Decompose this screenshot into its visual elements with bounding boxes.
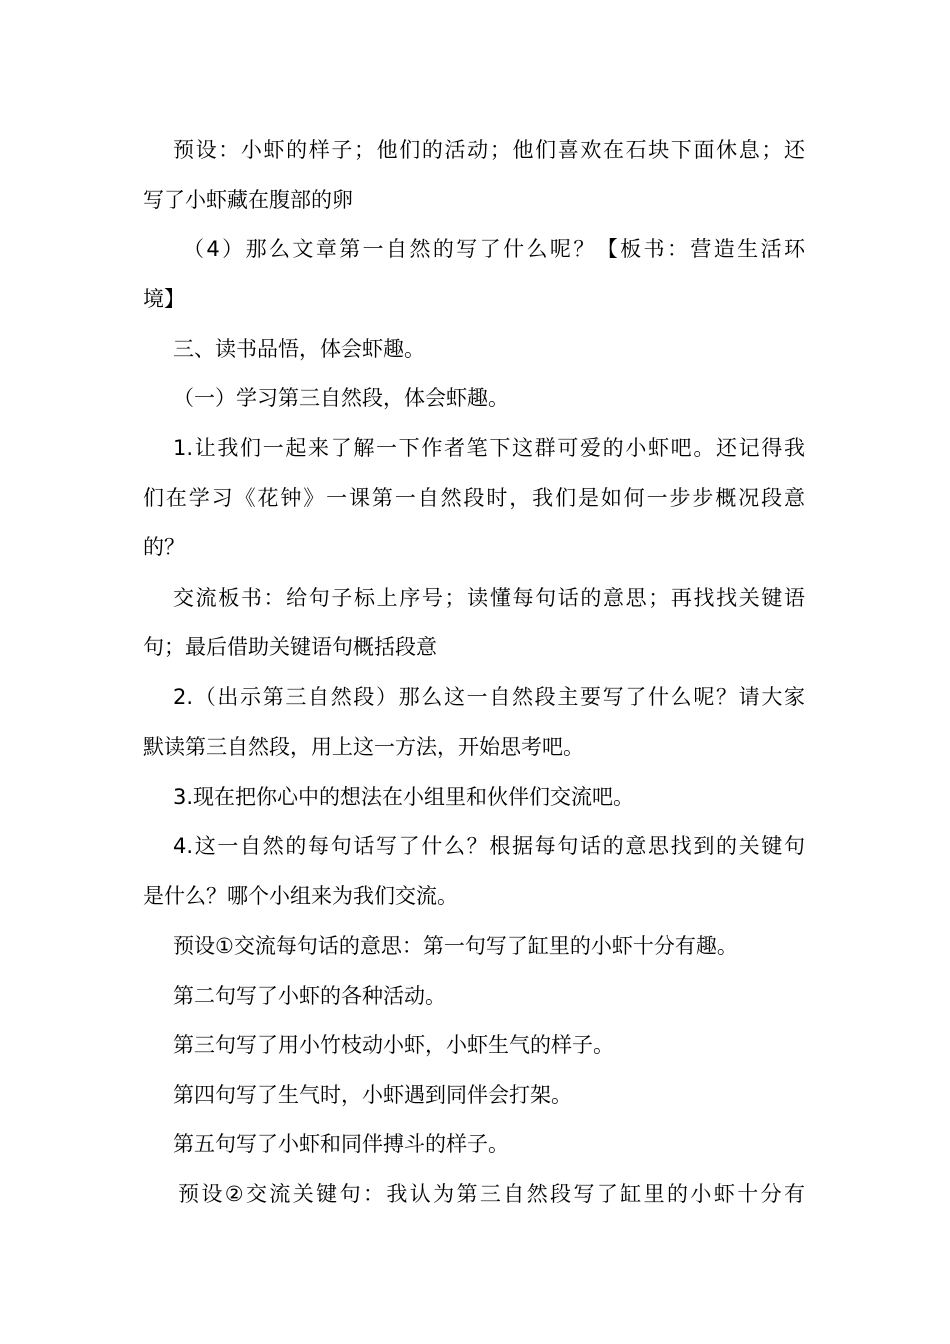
paragraph-line: 预设①交流每句话的意思：第一句写了缸里的小虾十分有趣。 bbox=[173, 934, 738, 958]
paragraph-line: 境】 bbox=[143, 287, 185, 311]
paragraph-line: 2.（出示第三自然段）那么这一自然段主要写了什么呢？请大家 bbox=[173, 685, 805, 709]
paragraph-line: 第四句写了生气时，小虾遇到同伴会打架。 bbox=[173, 1083, 572, 1107]
paragraph-line: 们在学习《花钟》一课第一自然段时，我们是如何一步步概况段意 bbox=[143, 486, 805, 510]
paragraph-line: 写了小虾藏在腹部的卵 bbox=[143, 188, 353, 212]
paragraph-line: 第二句写了小虾的各种活动。 bbox=[173, 984, 446, 1008]
paragraph-line: 的？ bbox=[143, 535, 185, 559]
paragraph-line: （4）那么文章第一自然的写了什么呢？【板书：营造生活环 bbox=[183, 237, 805, 261]
subsection-heading: （一）学习第三自然段，体会虾趣。 bbox=[173, 386, 509, 410]
paragraph-line: 4.这一自然的每句话写了什么？根据每句话的意思找到的关键句 bbox=[173, 834, 805, 858]
paragraph-line: 第三句写了用小竹枝动小虾，小虾生气的样子。 bbox=[173, 1033, 614, 1057]
paragraph-line: 默读第三自然段，用上这一方法，开始思考吧。 bbox=[143, 735, 584, 759]
paragraph-line: 句；最后借助关键语句概括段意 bbox=[143, 635, 437, 659]
paragraph-line: 预设②交流关键句：我认为第三自然段写了缸里的小虾十分有 bbox=[178, 1182, 805, 1206]
paragraph-line: 1.让我们一起来了解一下作者笔下这群可爱的小虾吧。还记得我 bbox=[173, 436, 805, 460]
paragraph-line: 交流板书：给句子标上序号；读懂每句话的意思；再找找关键语 bbox=[173, 586, 805, 610]
paragraph-line: 是什么？哪个小组来为我们交流。 bbox=[143, 884, 458, 908]
paragraph-line: 预设：小虾的样子；他们的活动；他们喜欢在石块下面休息；还 bbox=[173, 138, 805, 162]
section-heading: 三、读书品悟，体会虾趣。 bbox=[173, 337, 425, 361]
paragraph-line: 第五句写了小虾和同伴搏斗的样子。 bbox=[173, 1132, 509, 1156]
paragraph-line: 3.现在把你心中的想法在小组里和伙伴们交流吧。 bbox=[173, 785, 635, 809]
